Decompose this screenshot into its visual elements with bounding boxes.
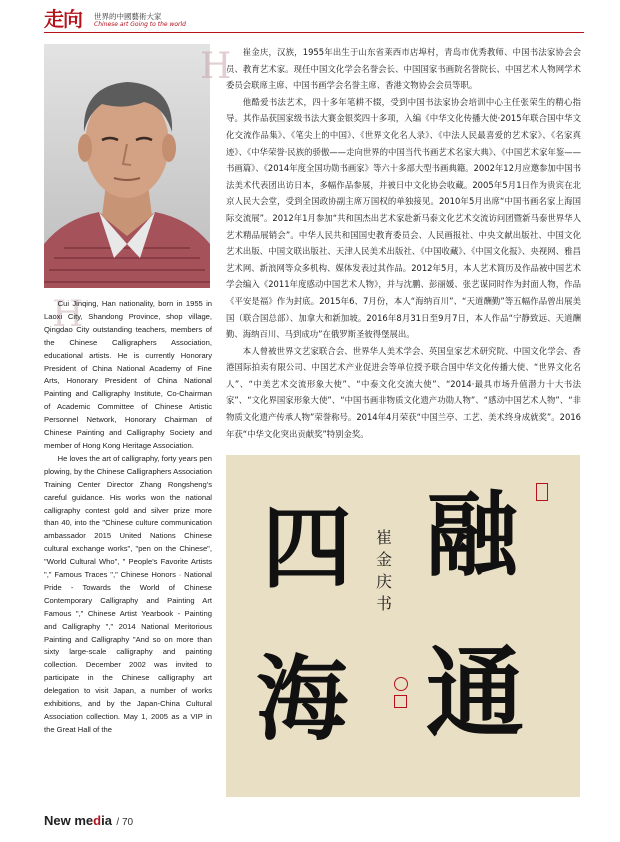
decorative-initial-top: H <box>200 46 232 87</box>
calligraphy-char: 通 <box>426 636 525 751</box>
cn-paragraph: 崔金庆，汉族，1955年出生于山东省莱西市店埠村，青岛市优秀教师、中国书法家协会会员、教育艺术家。现任中国文化学会名誉会长、中国国家书画院名誉院长、中国艺术人物网学术委员会联席主席、中国书画学会名誉主席、香港文物协会会员等职。 <box>226 47 581 91</box>
decorative-initial-side: H <box>52 294 84 335</box>
artist-signature: 崔金庆书 <box>376 528 393 613</box>
header-logo: 走向 <box>44 7 82 31</box>
chinese-biography <box>226 44 581 442</box>
en-paragraph: He loves the art of calligraphy, forty years pen plowing, by the Chinese Calligraphers Association Training Center Director Zhang Rongsheng's careful guidance. His works won the national calligraphy contest gold and silver prize more than 40, into the "Chinese culture communication ambassador 2015 United Nations Chinese cultural exchange works", "pen on the Chinese", "World Cultural Who", " People's Favorite Artists "," Famous Traces "," Chinese Honors · National Pride - Towards the World of Chinese Contemporary Calligraphy and Painting Art Famous "," Chinese Artist Yearbook - Painting and Calligraphy "," 2014 National Meritorious Painting and Calligraphy "And so on more than sixty large-scale calligraphy and painting collection. December 2002 was invited to participate in the Chinese calligraphy art delegation to visit Japan, a number of works exhibitions, and by the Japan-China Cultural Association collection. May 1, 2005 as a VIP in the Great Hall of the <box>44 453 213 734</box>
seal-stamp-top <box>536 483 548 501</box>
calligraphy-artwork <box>226 455 580 797</box>
cn-paragraph: 本人曾被世界文艺家联合会、世界华人美术学会、英国皇家艺术研究院、中国文化学会、香港国际拍卖有限公司、中国艺术产业促进会等单位授予联合国中华文化传播大使、“世界文化名人”、“中美艺术交流形象大使”、“中泰文化交流大使”、“2014·最具市场升值潜力十大书法家”、“文化界国家形象大使”、“中国书画非物质文化遗产功勋人物”、“感动中国艺术人物”、“非物质文化遗产传承人物”荣誉称号。2014年4月荣获“中国兰亭、工艺、美术终身成就奖”。2016年获“中华文化突出贡献奖”特别金奖。 <box>226 345 581 439</box>
artist-portrait <box>44 44 210 288</box>
page-number: / 70 <box>116 817 134 828</box>
calligraphy-char: 四 <box>262 495 352 601</box>
header-cn-tagline: 世界的中國藝術大家 <box>94 12 162 21</box>
seal-stamp-square <box>394 695 407 708</box>
page-footer <box>44 812 133 830</box>
header-en-tagline: Chinese art Going to the world <box>94 21 186 28</box>
header-divider <box>44 32 584 33</box>
english-biography <box>44 294 213 737</box>
calligraphy-char: 海 <box>256 645 349 753</box>
cn-paragraph: 他酷爱书法艺术，四十多年笔耕不辍，受到中国书法家协会培训中心主任张荣生的精心指导。其作品获国家级书法大赛金银奖四十多项，入编《中华文化传播大使·2015年联合国中华文化交流作品集》、《笔尖上的中国》、《世界文化名人录》、《中法人民最喜爱的艺术家》、《名家真迹》、《中华荣誉·民族的骄傲——走向世界的中国当代书画艺术名家大典》、《中国艺术家年鉴——书画篇》、《2014年度全国功勋书画家》等六十多部大型书画典籍。2002年12月应邀参加中国书法美术代表团出访日本，多幅作品参展，并被日中文化协会收藏。2005年5月1日作为贵宾在北京人民大会堂，受到全国政协副主席万国权的单独接见。2010年5月出席“中国书画名家上海国际交流展”。2012年1月参加“共和国杰出艺术家赴新马泰文化艺术交流访问团暨新马泰世界华人艺术精品展销会”。中华人民共和国国史教育委员会、人民画报社、中央文献出版社、中国文化艺术出版、中国文联出版社、天津人民美术出版社、《中国收藏》、《中国文化报》、央视网、雅昌艺术网、新浪网等众多机构、媒体发表过其作品。2012年5月，本人艺术简历及作品被中国艺术学会编入《2011年度感动中国艺术人物》，并与沈鹏、彭丽媛、张艺谋同时作为封面人物，作品《平安是福》作为封底。2015年6、7月份，本人“海纳百川”、“天道酬勤”等五幅作品曾出展美国（联合国总部）、加拿大和新加坡。2016年8月31日至9月7日，本人作品“宁静致远、天道酬勤、海纳百川、马到成功”在俄罗斯圣彼得堡展出。 <box>226 96 581 340</box>
en-paragraph: Cui Jinqing, Han nationality, born in 1955 in Laoxi City, Shandong Province, shop village, Qingdao City outstanding teachers, members of the Chinese Calligraphers Association, educational artists. He is currently Honorary President of China National Academy of Fine Arts, Honorary President of China National Painting and Calligraphy Institute, Co-Chairman of Academic Committee of Chinese Artistic Personnel Network, Honorary Chairman of Chinese Painting and Calligraphy Society and member of Hong Kong Heritage Association. <box>44 299 212 450</box>
magazine-brand: New media <box>44 813 112 828</box>
seal-stamp-round <box>394 677 408 691</box>
calligraphy-char: 融 <box>426 481 519 589</box>
magazine-header <box>44 8 584 34</box>
